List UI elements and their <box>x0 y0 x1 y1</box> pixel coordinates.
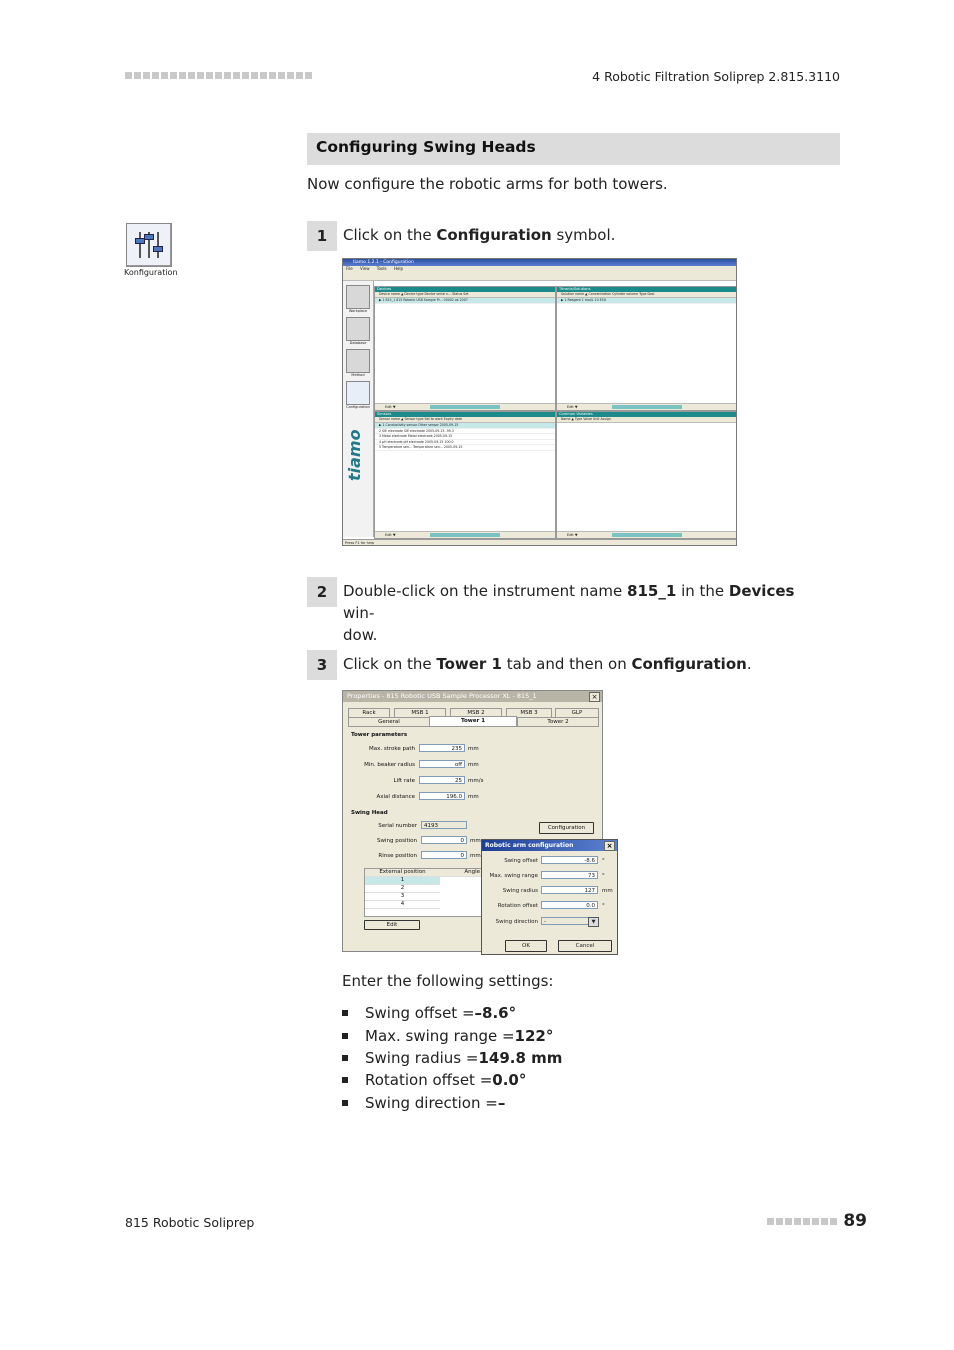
swing-direction-select[interactable]: - <box>541 917 598 925</box>
max-swing-range-label: Max. swing range <box>489 873 538 879</box>
swing-head-heading: Swing Head <box>351 810 388 816</box>
tiamo-statusbar: Press F1 for help <box>343 539 736 545</box>
rinse-position-label: Rinse position <box>378 853 417 859</box>
lift-rate-field[interactable]: 25 <box>419 776 465 784</box>
sensors-row[interactable]: 3 Metal electrode Metal electrode 2005-09-15 <box>375 434 555 440</box>
tiamo-logo: tiamo <box>345 429 364 481</box>
configuration-icon-caption: Konfiguration <box>124 268 178 277</box>
solutions-pane <box>556 286 737 411</box>
workplace-icon[interactable] <box>346 285 370 309</box>
field-unit: mm <box>468 762 479 768</box>
sidebar-label-workplace: Workplace <box>348 309 368 313</box>
configuration-button[interactable]: Configuration <box>539 822 594 834</box>
menu-file[interactable]: File <box>346 266 353 271</box>
sensors-row[interactable]: 2 SIE electrode SIE electrode 2005-09-15 -99.3 <box>375 429 555 435</box>
intro-text: Now configure the robotic arms for both towers. <box>307 175 668 193</box>
sensors-row[interactable]: 4 pH electrode pH electrode 2005-09-15 100.0 <box>375 440 555 446</box>
field-label: Max. stroke path <box>368 746 415 752</box>
menu-view[interactable]: View <box>359 266 370 271</box>
field-unit: mm/s <box>468 778 484 784</box>
serial-number-label: Serial number <box>378 823 417 829</box>
method-icon[interactable] <box>346 349 370 373</box>
swing-position-label: Swing position <box>376 838 417 844</box>
field-unit: ° <box>602 873 605 879</box>
step-1-text: Click on the Configuration symbol. <box>343 226 616 244</box>
table-row[interactable]: 1 <box>365 877 440 885</box>
solutions-row[interactable]: ▶ 1 Reagent 1 mol/L 10 ESU <box>557 298 737 304</box>
settings-intro: Enter the following settings: <box>342 972 554 990</box>
tab-tower-2[interactable]: Tower 2 <box>517 717 599 727</box>
list-item: Swing radius = 149.8 mm <box>342 1049 562 1067</box>
common-columns: Name ▲ Type Value Unit Assign <box>557 417 737 423</box>
chapter-header: 4 Robotic Filtration Soliprep 2.815.3110 <box>592 69 840 84</box>
properties-dialog-title: Properties - 815 Robotic USB Sample Processor XL - 815_1 × <box>343 691 602 702</box>
common-variables-pane <box>556 411 737 539</box>
menu-tools[interactable]: Tools <box>376 266 387 271</box>
devices-row[interactable]: ▶ 1 815_1 815 Robotic USB Sample Pr... 00002 ok 2007 <box>375 298 555 304</box>
max-stroke-path-field[interactable]: 235 <box>419 744 465 752</box>
step-3-text: Click on the Tower 1 tab and then on Configuration. <box>343 655 752 673</box>
step-number-1: 1 <box>307 221 337 251</box>
rotation-offset-label: Rotation offset <box>497 903 538 909</box>
cancel-button[interactable]: Cancel <box>558 940 612 952</box>
column-header: Angle <box>464 869 480 875</box>
tab-tower-1[interactable]: Tower 1 <box>429 716 517 727</box>
sensors-pane <box>374 411 556 539</box>
field-unit: mm <box>470 853 481 859</box>
tiamo-titlebar: tiamo 1.2.1 - Configuration <box>343 259 736 266</box>
configuration-icon <box>124 223 178 281</box>
axial-distance-field[interactable]: 196.0 <box>419 792 465 800</box>
list-item: Swing direction = – <box>342 1094 505 1112</box>
sensors-row[interactable]: 5 Temperature sen... Temperature sen... 2005-09-15 <box>375 445 555 451</box>
menu-help[interactable]: Help <box>393 266 404 271</box>
rotation-offset-field[interactable]: 0.0 <box>541 901 598 909</box>
field-unit: mm <box>468 794 479 800</box>
table-row[interactable]: 2 <box>365 885 440 893</box>
field-unit: ° <box>602 858 605 864</box>
serial-number-field: 4193 <box>421 821 467 829</box>
section-title: Configuring Swing Heads <box>307 133 840 165</box>
common-pane-title: Common Variables <box>557 412 737 417</box>
footer-decoration <box>767 1218 837 1225</box>
footer-page <box>767 1211 867 1231</box>
tab-glp[interactable]: GLP <box>555 708 599 718</box>
field-unit: ° <box>602 903 605 909</box>
tiamo-sidebar <box>343 281 374 537</box>
tab-rack[interactable]: Rack <box>348 708 390 718</box>
table-row[interactable]: 4 <box>365 901 440 909</box>
sensors-pane-title: Sensors <box>375 412 555 417</box>
robotic-arm-config-title: Robotic arm configuration × <box>482 840 617 851</box>
step-number-2: 2 <box>307 577 337 607</box>
solutions-pane-title: Titrants/Solutions <box>557 287 737 292</box>
step-number-3: 3 <box>307 650 337 680</box>
field-label: Lift rate <box>393 778 415 784</box>
step-2-text: Double-click on the instrument name 815_1 in the Devices win- dow. <box>343 582 795 644</box>
list-item: Max. swing range = 122° <box>342 1027 553 1045</box>
tab-msb2[interactable]: MSB 2 <box>450 708 502 718</box>
tiamo-configuration-screenshot <box>342 258 737 546</box>
tower-parameters-heading: Tower parameters <box>351 732 408 738</box>
column-header: External position <box>379 869 426 875</box>
swing-radius-label: Swing radius <box>502 888 538 894</box>
close-icon[interactable]: × <box>604 841 615 851</box>
max-swing-range-field[interactable]: 73 <box>541 871 598 879</box>
field-label: Min. beaker radius <box>364 762 415 768</box>
sensors-edit-button[interactable]: Edit ▼ <box>385 533 396 537</box>
footer-title: 815 Robotic Soliprep <box>125 1215 255 1230</box>
ok-button[interactable]: OK <box>505 940 547 952</box>
robotic-arm-config-dialog <box>481 839 618 955</box>
devices-pane <box>374 286 556 411</box>
field-unit: mm <box>602 888 613 894</box>
sidebar-label-method: Method <box>351 373 365 377</box>
table-row[interactable]: 3 <box>365 893 440 901</box>
positions-table <box>364 868 484 917</box>
common-edit-button[interactable]: Edit ▼ <box>567 533 578 537</box>
swing-radius-field[interactable]: 127 <box>541 886 598 894</box>
solutions-edit-button[interactable]: Edit ▼ <box>567 405 578 409</box>
header-decoration <box>125 72 312 79</box>
list-item: Rotation offset = 0.0° <box>342 1071 526 1089</box>
field-label: Axial distance <box>376 794 415 800</box>
rinse-position-field[interactable]: 0 <box>421 851 467 859</box>
devices-edit-button[interactable]: Edit ▼ <box>385 405 396 409</box>
tab-msb1[interactable]: MSB 1 <box>394 708 446 718</box>
page-number: 89 <box>843 1211 867 1231</box>
devices-columns: Device name ▲ Device type Device serial n... Status Set <box>375 292 555 298</box>
sensors-row[interactable]: ▶ 1 Conductivity sensor Other sensor 2005-09-15 <box>375 423 555 429</box>
database-icon[interactable] <box>346 317 370 341</box>
sidebar-label-database: Database <box>349 341 367 345</box>
swing-direction-label: Swing direction <box>495 919 538 925</box>
swing-offset-label: Swing offset <box>504 858 538 864</box>
min-beaker-radius-select[interactable]: off <box>419 760 465 768</box>
tiamo-toolbar <box>343 272 736 281</box>
field-unit: mm <box>470 838 481 844</box>
close-icon[interactable]: × <box>589 692 600 702</box>
solutions-columns: Solution name ▲ Concentration Cylinder volume Type Dosi <box>557 292 737 298</box>
chevron-down-icon[interactable]: ▼ <box>588 917 599 927</box>
tab-general[interactable]: General <box>348 717 430 727</box>
list-item: Swing offset = –8.6° <box>342 1004 516 1022</box>
sidebar-label-configuration: Configuration <box>346 405 370 409</box>
configuration-sidebar-icon[interactable] <box>346 381 370 405</box>
field-unit: mm <box>468 746 479 752</box>
swing-position-field[interactable]: 0 <box>421 836 467 844</box>
devices-pane-title: Devices <box>375 287 555 292</box>
swing-offset-field[interactable]: -8.6 <box>541 856 598 864</box>
edit-button[interactable]: Edit <box>364 920 420 930</box>
sensors-columns: Sensor name ▲ Sensor type Set to work Expiry date <box>375 417 555 423</box>
table-header <box>365 869 483 877</box>
tab-msb3[interactable]: MSB 3 <box>506 708 552 718</box>
